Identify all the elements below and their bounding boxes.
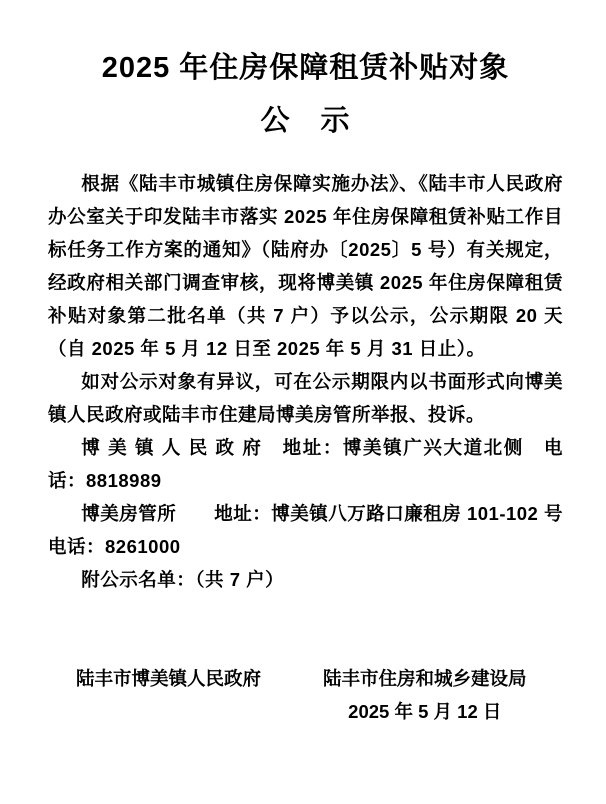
signature-right: 陆丰市住房和城乡建设局	[323, 667, 527, 689]
document-title-line2: 公 示	[260, 105, 351, 138]
signature-block	[48, 662, 563, 728]
paragraph-legal-basis: 根据《陆丰市城镇住房保障实施办法》、《陆丰市人民政府办公室关于印发陆丰市落实 2025 年住房保障租赁补贴工作目标任务工作方案的通知》（陆府办〔2025〕5 号）有关规定，经政府相关部门调查审核，现将博美镇 2025 年住房保障租赁补贴对象第二批名单（共 7 户）予以公示，公示期限 20 天（自 2025 年 5 月 12 日至 2025 年 5 月 31 日止）。	[48, 172, 563, 359]
signature-left: 陆丰市博美镇人民政府	[76, 667, 262, 689]
signature-date: 2025 年 5 月 12 日	[348, 700, 502, 722]
signature-right-block	[323, 662, 527, 728]
attachment-note: 附公示名单：（共 7 户）	[81, 568, 285, 590]
document-body	[48, 167, 583, 596]
paragraph-objection: 如对公示对象有异议，可在公示期限内以书面形式向博美镇人民政府或陆丰市住建局博美房管所举报、投诉。	[48, 370, 563, 425]
document-title-line1: 2025 年住房保障租赁补贴对象	[101, 52, 510, 84]
contact-housing-office: 博美房管所 地址：博美镇八万路口廉租房 101-102 号 电话：8261000	[48, 502, 583, 557]
contact-town-government: 博 美 镇 人 民 政 府 地址：博美镇广兴大道北侧 电话：8818989	[48, 436, 563, 491]
